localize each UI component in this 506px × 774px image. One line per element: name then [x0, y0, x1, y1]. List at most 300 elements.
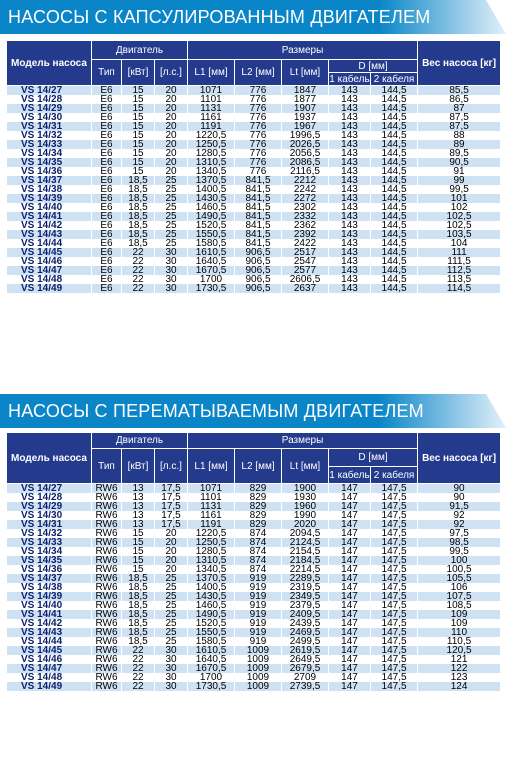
cell-model: VS 14/33 [7, 538, 92, 547]
cell-d2: 147,5 [371, 538, 418, 547]
cell-l2: 829 [235, 502, 282, 511]
cell-hp: 25 [155, 592, 188, 601]
table-row [7, 239, 501, 248]
cell-kw: 18,5 [122, 619, 155, 628]
cell-kw: 22 [122, 664, 155, 673]
table-row [7, 574, 501, 583]
cell-l2: 874 [235, 556, 282, 565]
cell-kw: 15 [122, 556, 155, 565]
cell-type: RW6 [92, 628, 122, 637]
cell-kw: 22 [122, 275, 155, 284]
cell-d2: 147,5 [371, 637, 418, 646]
cell-l1: 1670,5 [188, 664, 235, 673]
cell-l1: 1220,5 [188, 529, 235, 538]
cell-d1: 147 [329, 556, 371, 565]
table-row [7, 266, 501, 275]
cell-model: VS 14/44 [7, 239, 92, 248]
cell-l1: 1520,5 [188, 619, 235, 628]
cell-l2: 841,5 [235, 221, 282, 230]
cell-hp: 20 [155, 167, 188, 176]
cell-l1: 1310,5 [188, 158, 235, 167]
cell-l2: 906,5 [235, 266, 282, 275]
cell-kw: 15 [122, 167, 155, 176]
cell-hp: 25 [155, 176, 188, 185]
cell-l1: 1640,5 [188, 655, 235, 664]
table-body [7, 86, 501, 294]
cell-type: RW6 [92, 502, 122, 511]
cell-hp: 30 [155, 248, 188, 257]
cell-l2: 919 [235, 583, 282, 592]
cell-lt: 1877 [282, 95, 329, 104]
cell-d2: 144,5 [371, 140, 418, 149]
cell-lt: 2619,5 [282, 646, 329, 655]
cell-weight: 103,5 [418, 230, 501, 239]
cell-d2: 144,5 [371, 212, 418, 221]
cell-type: E6 [92, 230, 122, 239]
cell-type: E6 [92, 113, 122, 122]
cell-type: RW6 [92, 673, 122, 682]
cell-d2: 144,5 [371, 203, 418, 212]
cell-kw: 18,5 [122, 583, 155, 592]
cell-hp: 30 [155, 673, 188, 682]
table-row [7, 221, 501, 230]
cell-model: VS 14/34 [7, 547, 92, 556]
table-row [7, 628, 501, 637]
cell-l2: 776 [235, 104, 282, 113]
header-cable1: 1 кабель [329, 73, 370, 85]
cell-l1: 1730,5 [188, 682, 235, 691]
cell-weight: 111,5 [418, 257, 501, 266]
cell-l2: 919 [235, 574, 282, 583]
cell-d1: 147 [329, 673, 371, 682]
cell-d1: 147 [329, 538, 371, 547]
cell-lt: 1990 [282, 511, 329, 520]
table-row [7, 104, 501, 113]
cell-l1: 1191 [188, 520, 235, 529]
cell-type: E6 [92, 149, 122, 158]
cell-kw: 13 [122, 502, 155, 511]
cell-model: VS 14/29 [7, 104, 92, 113]
cell-kw: 18,5 [122, 185, 155, 194]
cell-weight: 114,5 [418, 284, 501, 293]
cell-l1: 1131 [188, 104, 235, 113]
cell-d2: 144,5 [371, 104, 418, 113]
cell-l2: 919 [235, 610, 282, 619]
cell-model: VS 14/39 [7, 194, 92, 203]
cell-d2: 144,5 [371, 149, 418, 158]
cell-model: VS 14/44 [7, 637, 92, 646]
cell-lt: 1847 [282, 86, 329, 96]
cell-d2: 144,5 [371, 86, 418, 96]
cell-lt: 2319,5 [282, 583, 329, 592]
cell-l1: 1161 [188, 113, 235, 122]
cell-kw: 18,5 [122, 221, 155, 230]
cell-l1: 1460,5 [188, 601, 235, 610]
cell-weight: 88 [418, 131, 501, 140]
cell-d2: 144,5 [371, 230, 418, 239]
cell-l1: 1280,5 [188, 149, 235, 158]
cell-type: RW6 [92, 601, 122, 610]
cell-lt: 2499,5 [282, 637, 329, 646]
cell-model: VS 14/37 [7, 176, 92, 185]
header-model: Модель насоса [7, 41, 92, 86]
cell-hp: 20 [155, 158, 188, 167]
cell-model: VS 14/46 [7, 655, 92, 664]
cell-model: VS 14/28 [7, 95, 92, 104]
cell-model: VS 14/40 [7, 601, 92, 610]
cell-type: E6 [92, 167, 122, 176]
cell-l2: 906,5 [235, 257, 282, 266]
cell-d2: 147,5 [371, 529, 418, 538]
cell-hp: 25 [155, 610, 188, 619]
cell-type: E6 [92, 185, 122, 194]
header-cable1: 1 кабель [329, 467, 371, 484]
cell-d1: 147 [329, 682, 371, 691]
cell-l1: 1730,5 [188, 284, 235, 293]
cell-model: VS 14/48 [7, 673, 92, 682]
table-row [7, 275, 501, 284]
table-row [7, 538, 501, 547]
cell-l2: 1009 [235, 646, 282, 655]
table-row [7, 176, 501, 185]
cell-weight: 90,5 [418, 158, 501, 167]
cell-kw: 15 [122, 149, 155, 158]
cell-kw: 18,5 [122, 637, 155, 646]
cell-type: RW6 [92, 520, 122, 529]
table-row [7, 664, 501, 673]
cell-hp: 25 [155, 574, 188, 583]
cell-type: E6 [92, 86, 122, 96]
cell-d1: 147 [329, 493, 371, 502]
cell-hp: 25 [155, 239, 188, 248]
cell-kw: 15 [122, 95, 155, 104]
cell-l1: 1161 [188, 511, 235, 520]
cell-weight: 91,5 [418, 502, 501, 511]
cell-hp: 20 [155, 131, 188, 140]
cell-model: VS 14/47 [7, 266, 92, 275]
cell-d1: 143 [329, 122, 371, 131]
cell-l2: 874 [235, 529, 282, 538]
cell-hp: 30 [155, 284, 188, 293]
cell-d2: 144,5 [371, 176, 418, 185]
cell-d2: 144,5 [371, 284, 418, 293]
cell-l1: 1640,5 [188, 257, 235, 266]
cell-l2: 776 [235, 86, 282, 96]
cell-lt: 2332 [282, 212, 329, 221]
cell-d2: 144,5 [371, 257, 418, 266]
cell-hp: 25 [155, 221, 188, 230]
table-row [7, 529, 501, 538]
table-row [7, 556, 501, 565]
cell-weight: 87 [418, 104, 501, 113]
cell-type: RW6 [92, 547, 122, 556]
cell-l2: 919 [235, 619, 282, 628]
table-row [7, 583, 501, 592]
cell-d1: 147 [329, 547, 371, 556]
table-row [7, 565, 501, 574]
header-kw: [кВт] [122, 449, 155, 484]
cell-l1: 1370,5 [188, 176, 235, 185]
cell-type: E6 [92, 140, 122, 149]
cell-hp: 30 [155, 646, 188, 655]
cell-model: VS 14/36 [7, 167, 92, 176]
cell-d2: 147,5 [371, 628, 418, 637]
cell-d1: 143 [329, 239, 371, 248]
cell-model: VS 14/40 [7, 203, 92, 212]
cell-l1: 1370,5 [188, 574, 235, 583]
cell-kw: 15 [122, 538, 155, 547]
cell-model: VS 14/49 [7, 284, 92, 293]
cell-l2: 841,5 [235, 203, 282, 212]
cell-d2: 144,5 [371, 248, 418, 257]
cell-type: RW6 [92, 583, 122, 592]
header-dimensions: Размеры [188, 433, 418, 449]
cell-hp: 17,5 [155, 493, 188, 502]
table-row [7, 547, 501, 556]
cell-d1: 143 [329, 230, 371, 239]
cell-d2: 144,5 [371, 158, 418, 167]
cell-l1: 1490,5 [188, 610, 235, 619]
cell-l1: 1700 [188, 275, 235, 284]
cell-d1: 147 [329, 637, 371, 646]
table-row [7, 257, 501, 266]
header-hp: [л.с.] [155, 449, 188, 484]
cell-d1: 147 [329, 655, 371, 664]
cell-d1: 143 [329, 203, 371, 212]
header-dimensions: Размеры [188, 41, 418, 60]
cell-hp: 20 [155, 95, 188, 104]
cell-d1: 143 [329, 86, 371, 96]
table-row [7, 646, 501, 655]
pump-spec-table [6, 40, 501, 293]
cell-l2: 776 [235, 167, 282, 176]
cell-d1: 143 [329, 131, 371, 140]
cell-kw: 15 [122, 547, 155, 556]
cell-d1: 143 [329, 158, 371, 167]
header-l1: L1 [мм] [188, 60, 235, 86]
cell-model: VS 14/45 [7, 646, 92, 655]
cell-l1: 1610,5 [188, 646, 235, 655]
header-hp: [л.с.] [155, 60, 188, 86]
cell-type: RW6 [92, 637, 122, 646]
cell-type: E6 [92, 275, 122, 284]
cell-d1: 147 [329, 574, 371, 583]
cell-d1: 143 [329, 221, 371, 230]
cell-hp: 25 [155, 203, 188, 212]
cell-lt: 2272 [282, 194, 329, 203]
cell-model: VS 14/31 [7, 122, 92, 131]
table-row [7, 140, 501, 149]
cell-hp: 30 [155, 257, 188, 266]
cell-hp: 20 [155, 565, 188, 574]
header-kw: [кВт] [122, 60, 155, 86]
cell-lt: 2242 [282, 185, 329, 194]
cell-weight: 106 [418, 583, 501, 592]
cell-l2: 776 [235, 158, 282, 167]
cell-weight: 102 [418, 203, 501, 212]
cell-weight: 112,5 [418, 266, 501, 275]
cell-weight: 110,5 [418, 637, 501, 646]
header-l2: L2 [мм] [235, 449, 282, 484]
cell-lt: 2709 [282, 673, 329, 682]
cell-kw: 18,5 [122, 601, 155, 610]
cell-d1: 143 [329, 275, 371, 284]
header-cable2: 2 кабеля [371, 73, 418, 86]
cell-l2: 874 [235, 565, 282, 574]
table-row [7, 619, 501, 628]
cell-hp: 25 [155, 583, 188, 592]
cell-weight: 105,5 [418, 574, 501, 583]
cell-l2: 841,5 [235, 176, 282, 185]
cell-weight: 90 [418, 493, 501, 502]
cell-l2: 841,5 [235, 194, 282, 203]
cell-hp: 20 [155, 140, 188, 149]
cell-type: RW6 [92, 664, 122, 673]
table-row [7, 592, 501, 601]
cell-weight: 99,5 [418, 547, 501, 556]
cell-lt: 2649,5 [282, 655, 329, 664]
cell-weight: 109 [418, 610, 501, 619]
cell-model: VS 14/39 [7, 592, 92, 601]
cell-weight: 109 [418, 619, 501, 628]
cell-lt: 2184,5 [282, 556, 329, 565]
cell-hp: 20 [155, 86, 188, 96]
cell-model: VS 14/33 [7, 140, 92, 149]
cell-d2: 144,5 [371, 185, 418, 194]
cell-type: E6 [92, 212, 122, 221]
cell-d1: 147 [329, 511, 371, 520]
cell-d1: 143 [329, 194, 371, 203]
cell-lt: 2154,5 [282, 547, 329, 556]
cell-d2: 147,5 [371, 520, 418, 529]
cell-type: RW6 [92, 556, 122, 565]
cell-d1: 143 [329, 149, 371, 158]
cell-lt: 2020 [282, 520, 329, 529]
cell-type: E6 [92, 239, 122, 248]
cell-kw: 18,5 [122, 212, 155, 221]
cell-lt: 2379,5 [282, 601, 329, 610]
cell-hp: 25 [155, 230, 188, 239]
cell-hp: 30 [155, 275, 188, 284]
cell-d2: 147,5 [371, 502, 418, 511]
cell-l1: 1220,5 [188, 131, 235, 140]
header-cable2: 2 кабеля [371, 467, 418, 484]
cell-hp: 20 [155, 104, 188, 113]
cell-d2: 147,5 [371, 556, 418, 565]
cell-type: E6 [92, 95, 122, 104]
cell-l1: 1280,5 [188, 547, 235, 556]
cell-d2: 147,5 [371, 547, 418, 556]
cell-weight: 124 [418, 682, 501, 691]
cell-hp: 17,5 [155, 511, 188, 520]
cell-d1: 143 [329, 212, 371, 221]
cell-l2: 919 [235, 628, 282, 637]
cell-model: VS 14/41 [7, 610, 92, 619]
header-model: Модель насоса [7, 433, 92, 484]
cell-kw: 22 [122, 646, 155, 655]
cell-lt: 2739,5 [282, 682, 329, 691]
cell-d2: 147,5 [371, 610, 418, 619]
cell-weight: 92 [418, 511, 501, 520]
cell-d1: 147 [329, 565, 371, 574]
pump-spec-table [6, 432, 501, 691]
table-row [7, 248, 501, 257]
section-rewindable-motor [0, 390, 506, 691]
cell-d1: 143 [329, 248, 371, 257]
cell-l1: 1670,5 [188, 266, 235, 275]
cell-kw: 15 [122, 122, 155, 131]
cell-l1: 1460,5 [188, 203, 235, 212]
cell-kw: 13 [122, 484, 155, 494]
table-row [7, 484, 501, 494]
cell-model: VS 14/42 [7, 221, 92, 230]
cell-l1: 1101 [188, 493, 235, 502]
cell-lt: 1900 [282, 484, 329, 494]
cell-weight: 101 [418, 194, 501, 203]
table-row [7, 511, 501, 520]
cell-lt: 2577 [282, 266, 329, 275]
cell-hp: 20 [155, 547, 188, 556]
cell-weight: 89,5 [418, 149, 501, 158]
header-lt: Lt [мм] [282, 60, 329, 86]
cell-d2: 147,5 [371, 511, 418, 520]
cell-model: VS 14/34 [7, 149, 92, 158]
cell-model: VS 14/46 [7, 257, 92, 266]
table-row [7, 203, 501, 212]
cell-d2: 147,5 [371, 655, 418, 664]
table-row [7, 95, 501, 104]
header-type: Тип [92, 60, 122, 86]
cell-lt: 2026,5 [282, 140, 329, 149]
cell-lt: 2517 [282, 248, 329, 257]
table-row [7, 185, 501, 194]
cell-lt: 2392 [282, 230, 329, 239]
table-row [7, 149, 501, 158]
cell-type: RW6 [92, 592, 122, 601]
cell-weight: 111 [418, 248, 501, 257]
cell-hp: 25 [155, 619, 188, 628]
cell-d1: 147 [329, 610, 371, 619]
cell-type: E6 [92, 176, 122, 185]
cell-weight: 110 [418, 628, 501, 637]
cell-lt: 2637 [282, 284, 329, 293]
cell-hp: 25 [155, 212, 188, 221]
cell-kw: 15 [122, 529, 155, 538]
cell-type: RW6 [92, 511, 122, 520]
cell-type: RW6 [92, 682, 122, 691]
header-motor: Двигатель [92, 41, 188, 60]
cell-kw: 13 [122, 520, 155, 529]
cell-kw: 18,5 [122, 574, 155, 583]
cell-l2: 841,5 [235, 185, 282, 194]
cell-d1: 147 [329, 484, 371, 494]
cell-kw: 18,5 [122, 230, 155, 239]
cell-hp: 25 [155, 637, 188, 646]
table-body [7, 484, 501, 692]
cell-weight: 102,5 [418, 212, 501, 221]
cell-hp: 20 [155, 538, 188, 547]
cell-l1: 1131 [188, 502, 235, 511]
cell-lt: 2679,5 [282, 664, 329, 673]
cell-type: E6 [92, 266, 122, 275]
cell-kw: 18,5 [122, 628, 155, 637]
cell-lt: 1937 [282, 113, 329, 122]
cell-l1: 1250,5 [188, 538, 235, 547]
cell-weight: 90 [418, 484, 501, 494]
cell-d1: 147 [329, 664, 371, 673]
cell-d2: 144,5 [371, 239, 418, 248]
cell-model: VS 14/31 [7, 520, 92, 529]
